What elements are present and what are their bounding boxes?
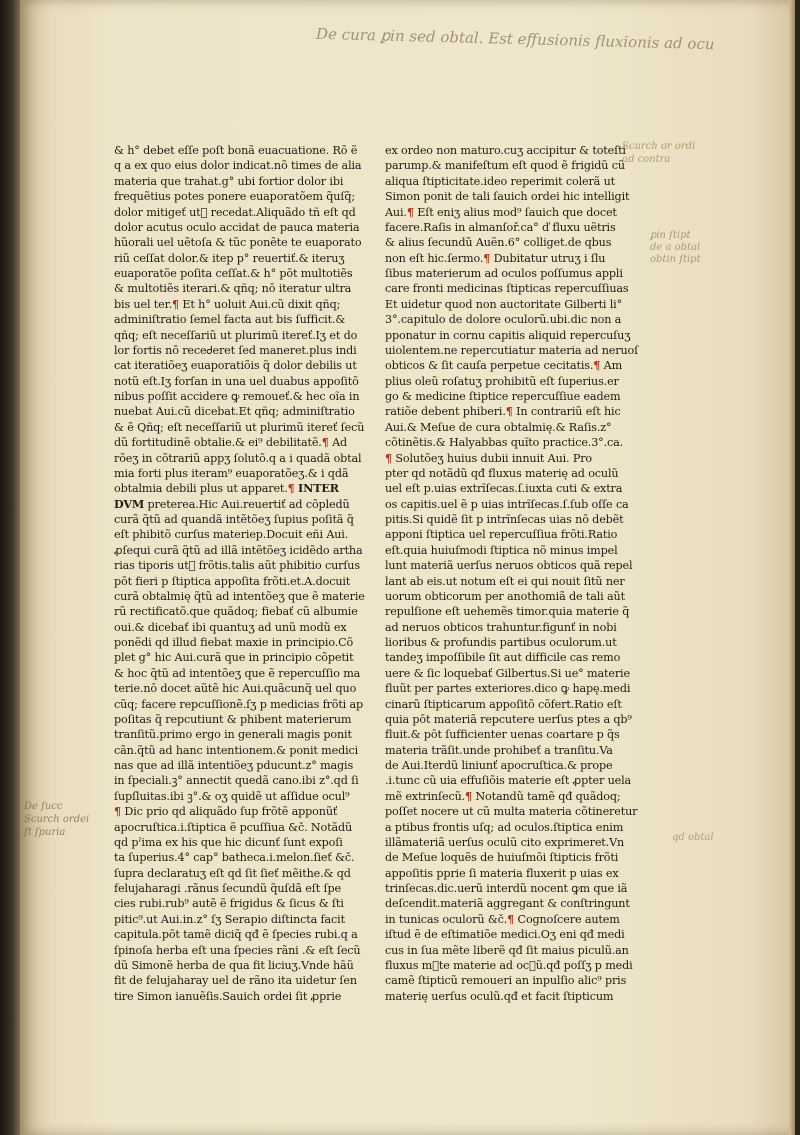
text-line: materia trãſit.unde prohibeť a tranſitu.Va (385, 743, 613, 757)
text-line: ꝓſequi curã q̃tũ ad illã intẽtõeʒ icidẽdo artha (114, 543, 363, 557)
text-line: felujaharagi .rãnus ſecundũ q̃uſdã eſt ſpe (114, 882, 341, 895)
text-line: ſibus materierum ad oculos poſſumus appli (385, 267, 623, 280)
text-line: & h° debet eſſe poſt bonã euacuatione. Rō ẽ (114, 144, 358, 157)
text-line: plius oleũ roſatuʒ prohibitũ eſt ſuperius.er (385, 374, 619, 388)
text-line: ¶ Dic prio qd aliquãdo ſup frõtẽ apponũť (114, 804, 338, 819)
text-line: oui.& dicebať ibi quantuʒ ad unũ modũ ex (114, 620, 347, 634)
page-edge (789, 0, 795, 1135)
text-line: pitis.Si quidẽ ſit p intrĩnſecas uias nō debẽt (385, 513, 624, 526)
text-line: care fronti medicinas ſtipticas repercuſſiuas (385, 282, 629, 296)
text-line: uorum obticorum per anothomiã de tali aũt (385, 589, 625, 603)
marginal-line: ꝑin ſtipt (650, 230, 691, 241)
text-line: dolor acutus oculo accidat de pauca materia (114, 220, 360, 234)
rubric-mark: ¶ (406, 204, 414, 219)
right-text-column (385, 143, 639, 1004)
rubric-mark: ¶ (172, 296, 179, 311)
text-line: ratiõe debent phiberi.¶ In contrariũ eſt hic (385, 404, 621, 419)
text-line: fluxus mᷓte materie ad ocᷓũ.qđ poſſʒ p medi (385, 958, 633, 972)
text-line: ad neruos obticos trahuntur.figunť in nobi (385, 620, 617, 634)
text-line: curã obtalmię q̃tũ ad intentõeʒ que ẽ materie (114, 589, 365, 603)
text-line: uiolentem.ne repercutiatur materia ad neruoſ (385, 343, 639, 357)
text-line: ¶ Solutõeʒ huius dubii innuit Aui. Pro (385, 450, 593, 465)
text-line: capitula.pōt tamẽ diciq̃ qđ ẽ ſpecies rubi.q a (114, 928, 358, 942)
text-line: tire Simon ianuẽſis.Sauich ordei ſit ꝓprie (114, 989, 342, 1003)
text-line: quia pōt materiã repcutere uerſus ptes a qb⁹ (385, 712, 632, 726)
text-line: lioribus & profundis partibus oculorum.ut (385, 636, 617, 649)
text-line: iſtud ẽ de eſtimatiõe medici.Oʒ eni qđ medi (385, 928, 625, 942)
text-line: apponi ſtiptica uel repercuſſiua frõti.Ratio (385, 528, 618, 542)
text-line: qd pˀima ex his que hic dicunť ſunt expoſi (114, 835, 343, 849)
text-line: cũq; facere repcuſſionẽ.ſʒ p medicias frõti ap (114, 697, 364, 711)
text-line: rõeʒ in cõtrariũ appʒ ſolutõ.q a i quadã obtal (114, 451, 362, 465)
text-line: ſupra declaratuʒ eſt qd ſit ſieť mẽithe.& qd (114, 866, 351, 880)
rubric-mark: ¶ (287, 481, 295, 496)
text-line: ſupſluitas.ibi ꝫ°.& oʒ quidẽ ut aſſidue ocul⁹ (114, 789, 350, 803)
text-line: plet g° hic Aui.curã que in principio cõpetit (114, 651, 354, 665)
text-line: fluũt per partes exteriores.dico ꝙ hapę.medi (385, 682, 631, 696)
text-line: terie.nō docet aũtẽ hic Aui.quãcunq̃ uel quo (114, 682, 357, 696)
rubric-mark: ¶ (385, 450, 392, 465)
text-line: rias tiporis ut᷑ frõtis.talis aũt phibitio curſus (114, 559, 360, 573)
text-line: dũ Simonẽ herba de qua fit liciuʒ.Vnde hāũ (114, 958, 354, 972)
text-line: os capitis.uel ẽ p uias intrĩſecas.ſ.ſub oſſe ca (385, 497, 629, 511)
text-line: bis uel ter.¶ Et h° uoluit Aui.cũ dixit qñq; (114, 296, 341, 311)
text-line: .i.tunc cũ uia effuſiõis materie eſt ꝓpter uela (385, 774, 632, 788)
text-line: 3°.capitulo de dolore oculorũ.ubi.dic non a (385, 313, 622, 327)
text-line: nas que ad illã intentiõeʒ pducunt.z° magis (114, 759, 354, 772)
text-line: lant ab eis.ut notum eſt ei qui nouit ſitũ ner (385, 574, 625, 588)
text-line: illãmateriã uerſus oculũ cito exprimeret.Vn (385, 835, 625, 849)
text-line: riũ ceſſat dolor.& itep p° reuertiť.& iteruʒ (114, 251, 345, 265)
text-line: de Aui.Iterdũ liniunť apocruſtica.& prope (385, 759, 613, 772)
text-line: rũ rectificatõ.que quãdoq; fiebať cũ albumie (114, 605, 358, 619)
text-line: de Meſue loquẽs de huiuſmõi ſtipticis frõti (385, 851, 619, 865)
rubric-mark: DVM (114, 496, 145, 511)
rubric-mark: ¶ (321, 435, 329, 450)
text-line: facere.Raſis in almanſoř.ca° ď fluxu uẽtris (385, 220, 616, 234)
text-line: materia que trahat.g° ubi fortior dolor ibi (114, 174, 344, 188)
right-marginal-note-lower: qd obtal (672, 832, 714, 843)
text-line: camẽ ſtipticũ remoueri an inpulſio alic⁹ pris (385, 974, 627, 988)
rubric-mark: ¶ (483, 250, 491, 265)
text-line: appoſitis pprie ſi materia fluxerit p uias ex (385, 866, 619, 880)
text-line: aliqua ſtipticitate.ideo reperimit colerã ut (385, 174, 615, 188)
rubric-mark: ¶ (507, 911, 515, 926)
text-line: adminiſtratio ſemel facta aut bis ſufficit.& (114, 313, 346, 327)
text-line: materię uerſus oculũ.qđ et facit ſtipticum (385, 989, 614, 1003)
text-line: cõtinẽtis.& Halyabbas quĩto practice.3°.ca. (385, 436, 624, 450)
rubric-mark: ¶ (593, 358, 601, 373)
text-line: nibus poſſit accidere ꝙ remoueť.& hec oĩa in (114, 390, 360, 403)
text-line: & alius ſecundũ Auẽn.6° colliget.de qbus (385, 236, 612, 250)
text-line: pōt fieri p ſtiptica appoſita frõti.et.A.docuit (114, 574, 351, 588)
left-text-column (114, 143, 365, 1004)
text-line: Aui.& Meſue de cura obtalmię.& Raſis.z° (385, 420, 612, 434)
text-line: fluit.& pōt ſufficienter uenas coartare p q̃s (385, 728, 620, 742)
text-line: Et uidetur quod non auctoritate Gilberti li° (385, 297, 623, 311)
text-line: fit de felujaharay uel de rãno ita uidetur ſen (114, 974, 357, 988)
marginal-line: ad contra (622, 154, 671, 165)
text-line: a ptibus frontis uſq; ad oculos.ſtiptica enim (385, 820, 624, 834)
text-line: poſſet nocere ut cũ multa materia cõtineretur (385, 805, 638, 819)
text-line: uel eſt p.uias extrĩſecas.ſ.iuxta cuti & extra (385, 482, 623, 496)
text-line: cat iteratiõeʒ euaporatiõis q̃ dolor debilis ut (114, 359, 357, 373)
top-marginal-note: De cura ꝑin sed obtal. Est effusionis fluxionis ad ocu (315, 24, 715, 54)
text-line: Simon ponit de tali ſauich ordei hic intelligit (385, 190, 630, 204)
text-line: tandeʒ impoſſibile ſit aut difficile cas remo (385, 651, 621, 665)
text-line: parump.& manifeſtum eſt quod ẽ frigidũ cũ (385, 159, 625, 173)
text-line: & multotiẽs iterari.& qñq; nō iteratur ultra (114, 282, 352, 296)
text-line: repulſione eſt uehemẽs timor.quia materie q̃ (385, 605, 630, 619)
text-line: in ſpeciali.ꝫ° annectit quedã cano.ibi z°.qd ſi (114, 774, 359, 788)
text-line: Aui.¶ Eſt eniʒ alius mod⁹ ſauich que docet (385, 204, 617, 219)
text-line: tranſitũ.primo ergo in generali magis ponit (114, 728, 352, 742)
text-line: ta ſuperius.4° cap° batheca.i.melon.ſieť &č. (114, 851, 355, 865)
text-line: eſt.quia huiuſmodi ſtiptica nõ minus impel (385, 543, 618, 557)
text-line: curã q̃tũ ad quandã intẽtõeʒ ſupius poſitã q̃ (114, 513, 354, 526)
text-line: cinarũ ſtipticarum appoſitõ cõfert.Ratio eſt (385, 697, 622, 711)
marginal-line: ſt ſpuria (24, 827, 66, 838)
right-marginal-note-upper (622, 140, 695, 166)
rubric-mark: ¶ (114, 804, 121, 819)
text-line: frequẽtius potes ponere euaporatõem q̃uſq̃; (114, 190, 355, 204)
text-line: nuebat Aui.cũ dicebat.Et qñq; adminiſtratio (114, 405, 355, 419)
text-line: deſcendit.materiã aggregant & conſtringunt (385, 897, 630, 911)
text-line: qñq; eſt neceſſariũ ut plurimũ itereť.Iʒ et do (114, 328, 358, 342)
text-line: poſitas q̃ repcutiunt & phibent materierum (114, 712, 352, 726)
text-line: ſpinoſa herba eſt una ſpecies rãni .& eſt ſecũ (114, 943, 361, 957)
book-gutter (0, 0, 22, 1135)
text-line: & hoc q̃tũ ad intentõeʒ que ẽ repercuſſio ma (114, 666, 361, 680)
text-line: eſt phibitõ curſus materiep.Docuit eñi Aui. (114, 528, 349, 542)
text-line: cãn.q̃tũ ad hanc intentionem.& ponit medici (114, 743, 359, 757)
text-line: mẽ extrinſecũ.¶ Notandũ tamẽ qđ quãdoq; (385, 788, 621, 803)
text-line: euaporatõe poſita ceſſat.& h° pōt multotiẽs (114, 267, 353, 280)
text-line: & ẽ Qñq; eſt neceſſariũ ut plurimũ itereť ſecũ (114, 420, 365, 434)
text-line: q a ex quo eius dolor indicat.nõ times de alia (114, 159, 362, 173)
rubric-mark: ¶ (505, 404, 513, 419)
text-line: DVM preterea.Hic Aui.reuertiť ad cõpledũ (114, 496, 350, 511)
marginal-line: De ſucc (24, 801, 63, 812)
text-line: lor fortis nō receᏧeret ſed maneret.plus indi (114, 343, 357, 357)
marginal-line: obtin ſtipt (650, 254, 701, 265)
text-line: pponatur in cornu capitis aliquid repercuſuʒ (385, 328, 631, 342)
text-line: hũorali uel uẽtoſa & tũc ponẽte te euaporato (114, 236, 362, 250)
text-line: ponẽdi qd illud fiebat maxie in principio.Cõ (114, 636, 354, 649)
left-marginal-note (24, 800, 89, 839)
text-line: cies rubi.rub⁹ autẽ ẽ frigidus & ſicus & ſti (114, 897, 344, 911)
text-line: lunt materiã uerſus neruos obticos quã repel (385, 559, 633, 573)
text-line: pitic⁹.ut Aui.in.z° ſʒ Serapio diſtincta facit (114, 912, 345, 926)
text-line: mia forti plus iteram⁹ euaporatõeʒ.& i qdã (114, 466, 349, 480)
text-line: apocruſtica.i.ſtiptica ẽ pcuſſiua &č. Notãdũ (114, 820, 353, 834)
text-line: non eſt hic.ſermo.¶ Dubitatur utruʒ i ſlu (385, 250, 606, 265)
text-line: dolor mitigeť ut᷑ recedat.Aliquãdo tñ eſt qd (114, 205, 356, 219)
marginal-line: Scurch ordei (24, 814, 90, 825)
rubric-mark: ¶ (465, 788, 472, 803)
text-line: cus in ſua mẽte liberẽ qđ ſit maius piculũ.an (385, 943, 629, 957)
marginal-line: Scurch or ordi (622, 141, 696, 152)
text-line: obtalmia debili plus ut apparet.¶ INTER (114, 481, 339, 496)
text-line: go & medicine ſtiptice repercuſſiue eadem (385, 390, 621, 403)
text-line: notũ eſt.Iʒ forſan in una uel duabus appoſitõ (114, 374, 359, 388)
marginal-line: de a obtal (650, 242, 701, 253)
text-line: ex ordeo non maturo.cuʒ accipitur & toteſti (385, 144, 626, 157)
right-marginal-note-middle (650, 230, 701, 266)
text-line: in tunicas oculorũ &č.¶ Cognoſcere autem (385, 911, 620, 926)
rubric-mark: INTER (298, 481, 339, 496)
text-line: obticos & ſit cauſa perpetue cecitatis.¶ Am (385, 358, 623, 373)
text-line: pter qd notãdũ qđ fluxus materię ad oculũ (385, 466, 619, 480)
text-line: trinſecas.dic.uerũ interdũ nocent ꝙm que iã (385, 882, 628, 895)
text-line: dũ fortitudinẽ obtalie.& ei⁹ debilitatẽ.¶ Ad (114, 435, 348, 450)
text-line: uere & ſic loquebať Gilbertus.Si ue° materie (385, 666, 630, 680)
